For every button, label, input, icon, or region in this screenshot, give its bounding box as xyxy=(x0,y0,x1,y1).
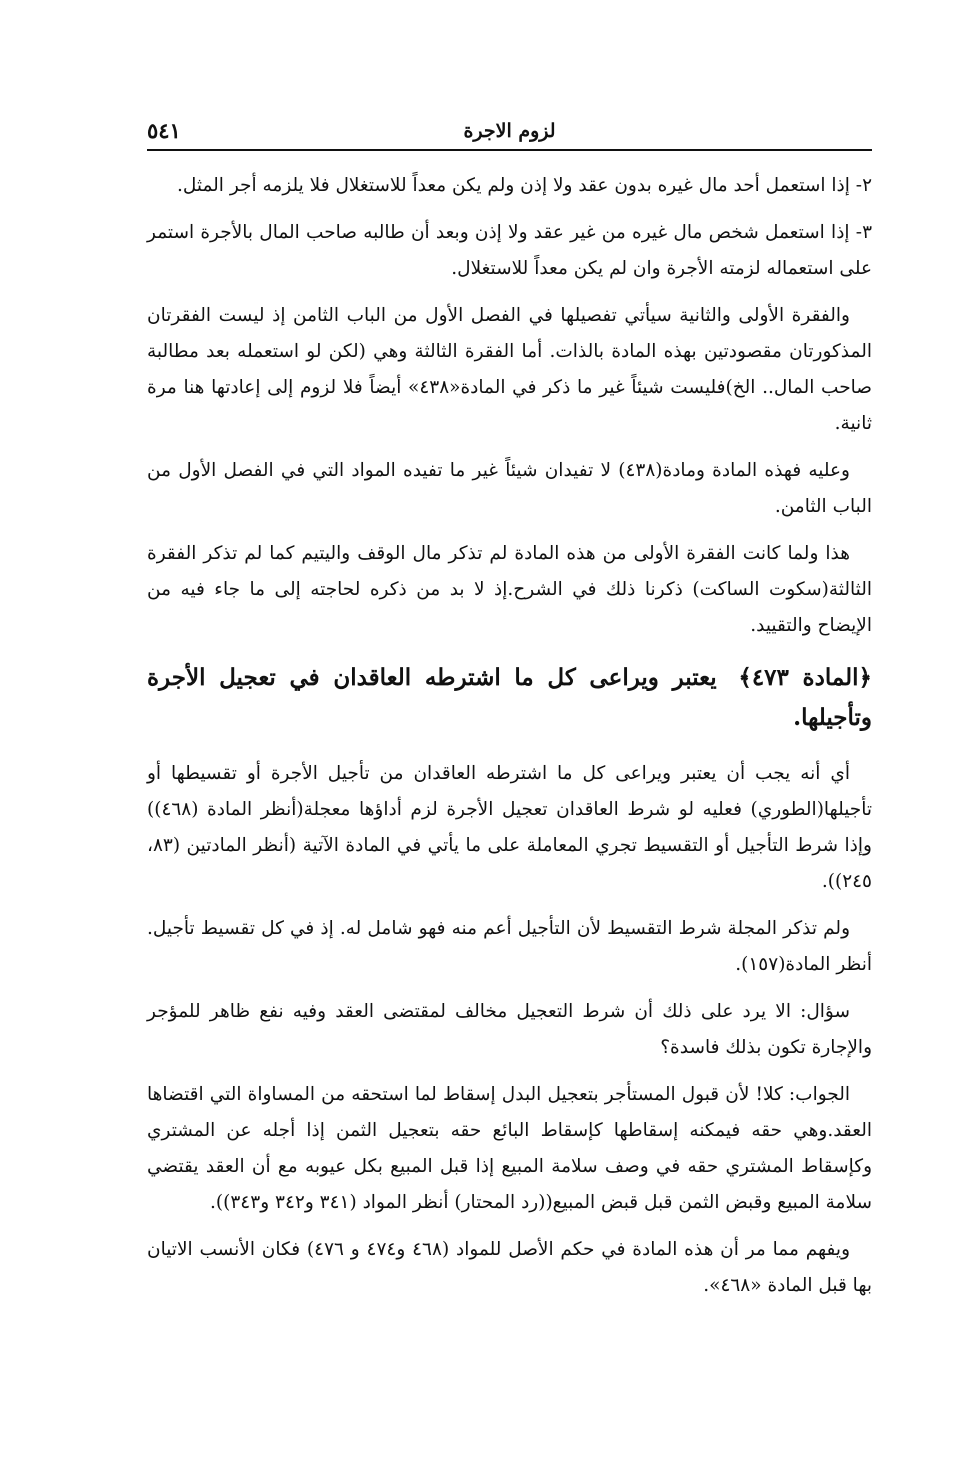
article-number: ﴿المادة ٤٧٣﴾ xyxy=(738,664,873,691)
header-rule xyxy=(147,149,872,151)
page-header xyxy=(147,112,872,150)
commentary-paragraph: هذا ولما كانت الفقرة الأولى من هذه المادة لم تذكر مال الوقف واليتيم كما لم تذكر الفقرة الثالثة(سكوت الساكت) ذكرنا ذلك في الشرح.إذ لا بد من ذكره لحاجته إلى ما جاء فيه من الإيضاح والتقييد. xyxy=(147,543,872,636)
commentary-paragraph: والفقرة الأولى والثانية سيأتي تفصيلها في الفصل الأول من الباب الثامن إذ ليست الفقرتان المذكورتان مقصودتين بهذه المادة بالذات. أما الفقرة الثالثة وهي (لكن لو استعمله بعد مطالبة صاحب المال.. الخ)فليست شيئاً غير ما ذكر في المادة«٤٣٨» أيضاً فلا لزوم إلى إعادتها هنا مرة ثانية. xyxy=(147,305,872,434)
page-number: ٥٤١ xyxy=(147,118,181,143)
explanation-paragraph: أي أنه يجب أن يعتبر ويراعى كل ما اشترطه العاقدان من تأجيل الأجرة أو تقسيطها أو تأجيلها(الطوري) فعليه لو شرط العاقدان تعجيل الأجرة لزم أداؤها معجلة(أنظر المادة (٤٦٨)) وإذا شرط التأجيل أو التقسيط تجري المعاملة على ما يأتي في المادة الآتية (أنظر المادتين (٨٣، ٢٤٥)). xyxy=(147,763,872,892)
article-text: يعتبر ويراعى كل ما اشترطه العاقدان في تعجيل الأجرة وتأجيلها. xyxy=(147,664,872,731)
commentary-paragraph: وعليه فهذه المادة ومادة(٤٣٨) لا تفيدان شيئاً غير ما تفيده المواد التي في الفصل الأول من الباب الثامن. xyxy=(147,460,872,517)
article-heading xyxy=(147,658,872,738)
answer-paragraph: الجواب: كلا! لأن قبول المستأجر بتعجيل البدل إسقاط لما استحقه من المساواة التي اقتضاها العقد.وهي حقه فيمكنه إسقاطها كإسقاط البائع حقه بتعجيل الثمن إذا أجله عن المشتري وكإسقاط المشتري حقه في وصف سلامة المبيع إذا قبل المبيع بكل عيوبه مع أن العقد يقتضي سلامة المبيع وقبض الثمن قبل قبض المبيع((رد المحتار) أنظر المواد (٣٤١ و٣٤٢ و٣٤٣)). xyxy=(147,1084,872,1213)
question-paragraph: سؤال: الا يرد على ذلك أن شرط التعجيل مخالف لمقتضى العقد وفيه نفع ظاهر للمؤجر والإجارة تكون بذلك فاسدة؟ xyxy=(147,1001,872,1058)
running-title: لزوم الاجرة xyxy=(463,120,556,142)
page-body xyxy=(147,168,872,1315)
clause-2: ٢- إذا استعمل أحد مال غيره بدون عقد ولا إذن ولم يكن معداً للاستغلال فلا يلزمه أجر المثل. xyxy=(177,175,872,196)
clause-3: ٣- إذا استعمل شخص مال غيره من غير عقد ولا إذن وبعد أن طالبه صاحب المال بالأجرة استمر على استعماله لزمته الأجرة وان لم يكن معداً للاستغلال. xyxy=(147,222,872,279)
explanation-paragraph: ويفهم مما مر أن هذه المادة في حكم الأصل للمواد (٤٦٨ و٤٧٤ و ٤٧٦) فكان الأنسب الاتيان بها قبل المادة «٤٦٨». xyxy=(147,1239,872,1296)
explanation-paragraph: ولم تذكر المجلة شرط التقسيط لأن التأجيل أعم منه فهو شامل له. إذ في كل تقسيط تأجيل. أنظر المادة(١٥٧). xyxy=(147,918,872,975)
